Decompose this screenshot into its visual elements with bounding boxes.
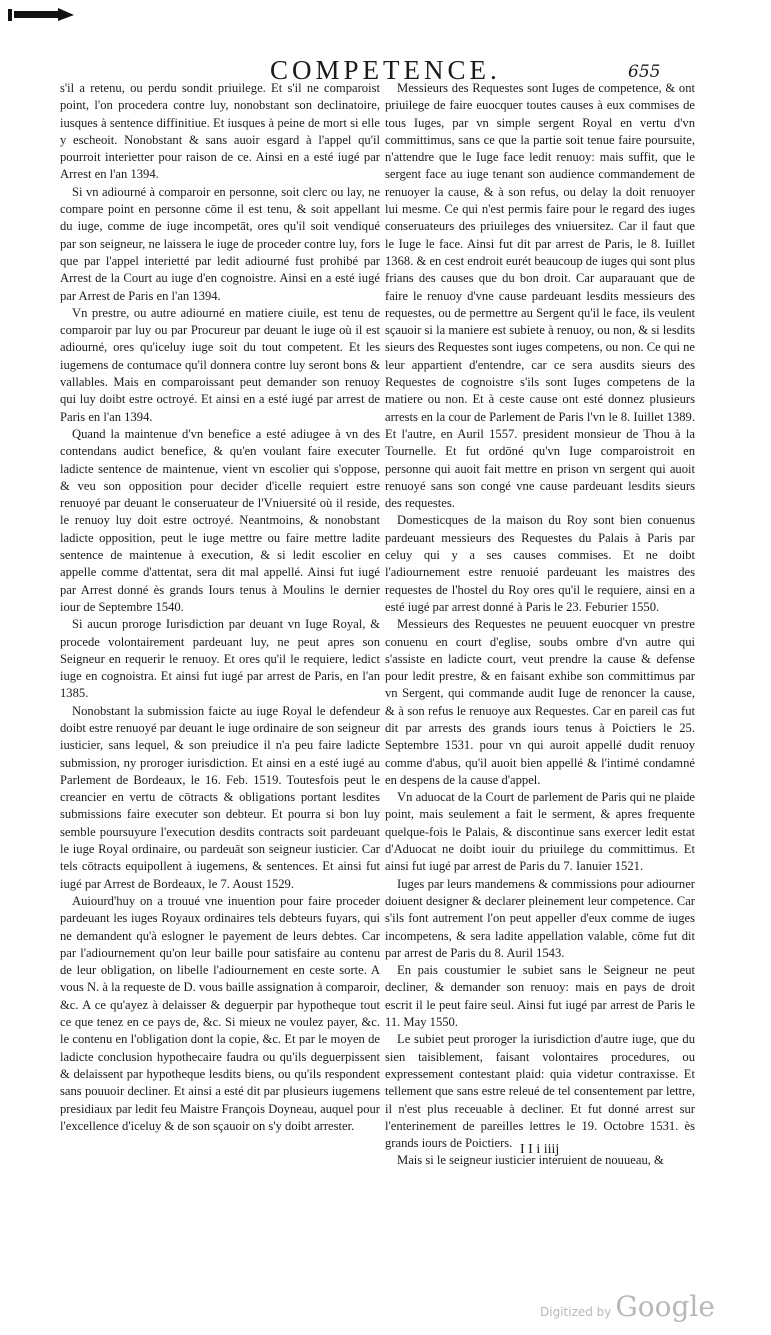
signature-mark: I I i iiij — [520, 1142, 560, 1157]
paragraph: Auiourd'huy on a trouué vne inuention pour faire proceder pardeuant les iuges Royaux ordinaires tels debteurs fuyars, qui ne demandent qu'à eslogner le payement de leurs debtes. Car par l'adiournement qu'on leur baille pour satisfaire au contenu de leur obligation, on libelle l'adiournement en ceste sorte. A vous N. à la requeste de D. vous baille assignation à comparoir, &c. A ce qu'ayez à delaisser & deguerpir par hypotheque tout ce que tenez en ce pays de, &c. Si mieux ne voulez payer, &c. le contenu en l'obligation dont la copie, &c. Et par le moyen de ladicte conclusion hypothecaire faudra ou qu'ils deguerpissent & delaissent par hypotheque lesdits biens, ou qu'ils respondent sans pouuoir decliner. Et ainsi a esté dit par plusieurs iugemens presidiaux par ledit feu Maistre François Doyneau, auquel pour l'excellence d'iceluy & de son sçauoir on s'y doibt arrester. — [60, 893, 380, 1133]
corner-pointer-mark — [6, 6, 76, 22]
page-number: 655 — [628, 62, 661, 82]
paragraph: Domesticques de la maison du Roy sont bien conuenus pardeuant messieurs des Requestes du Palais à Paris par celuy qui y a ses causes commises. Et ne doibt l'adiournement estre renuoié pardeuant les maistres des requestes de l'hostel du Roy ores qu'il le requiere, ainsi en a esté iugé par arrest donné à Paris le 23. Feburier 1550. — [385, 513, 695, 614]
paragraph: Si vn adiourné à comparoir en personne, soit clerc ou lay, ne compare point en personne cōme il est tenu, & soit appellant du iuge, comme de iuge incompetāt, ores qu'il soit vendiqué par son seigneur, ne laissera le iuge de proceder contre luy, fors que par l'appel interietté par ledit adiourné fust prohibé par Arrest de la Court au iuge d'en cognoistre. Ainsi en a esté iugé par Arrest de Paris en l'an 1394. — [60, 184, 380, 303]
paragraph: Le subiet peut proroger la iurisdiction d'autre iuge, que du sien taisiblement, faisant volontaires procedures, ou expressement contestant plaid: quia videtur contraxisse. Et tellement que sans estre releué de tel consentement par lettre, il n'est plus receuable à decliner. Et fut donné arrest sur l'enterinement de pareilles lettres le 19. Octobre 1531. ès grands iours de Poictiers. — [385, 1032, 695, 1151]
paragraph: En pais coustumier le subiet sans le Seigneur ne peut decliner, & demander son renuoy: mais en pays de droit escrit il le peut faire seul. Ainsi fut iugé par arrest de Paris le 11. May 1550. — [385, 963, 695, 1030]
paragraph: Iuges par leurs mandemens & commissions pour adiourner doiuent designer & declarer pleinement leur competence. Car s'ils font autrement l'on peut appeller d'eux comme de iuges incompetens, & sera ladite appellation valable, cōme fut dit par arrest de Paris du 8. Auril 1543. — [385, 876, 695, 960]
digitized-watermark — [540, 1290, 760, 1330]
paragraph: Nonobstant la submission faicte au iuge Royal le defendeur doibt estre renuoyé par deuant le iuge ordinaire de son seigneur iusticier, sans lequel, & son preiudice il n'a peu faire ladicte submission, ny proroger iurisdiction. Et ainsi en a esté iugé au Parlement de Bordeaux, le 16. Feb. 1519. Toutesfois peut le creancier en vertu de cōtracts & obligations portant lesdites submissions faire executer son debteur. Et pourra si bon luy semble poursuyure l'execution desdits contracts soit pardeuant le iuge Royal ordinaire, ou pardeuāt son seigneur iusticier. Car tels cōtracts equipollent à iugemens, & sentences. Et ainsi fut iugé par Arrest de Bordeaux, le 7. Aoust 1529. — [60, 703, 380, 891]
paragraph: Vn prestre, ou autre adiourné en matiere ciuile, est tenu de comparoir par luy ou par Procureur par deuant le iuge où il est adiourné, ores qu'iceluy iuge soit du tout competent. Et les iugemens de contumace qu'il donnera contre luy seront bons & vallables. Mais en comparoissant peut demander son renuoy qui luy doibt estre octroyé. Et ainsi en a esté iugé par arrest de Paris en l'an 1394. — [60, 305, 380, 424]
watermark-prefix: Digitized by — [540, 1305, 612, 1319]
paragraph: Messieurs des Requestes sont Iuges de competence, & ont priuilege de faire euocquer toutes causes à eux commises de tous Iuges, par vn simple sergent Royal en vertu d'vn committimus, sans ce que la partie soit tenue faire poursuite, n'attendre que le Iuge face ledit renuoy: mais suffit, que le sergent face au iuge tenant son audience commandement de renuoyer la cause, & à son refus, ou delay la doit renuoyer lui mesme. Ce qui n'est permis faire pour le regard des iuges conseruateurs des priuileges des vniuersitez. Car il faut que le Iuge le face. Ainsi fut dit par arrest de Paris, le 8. Iuillet 1368. & en cest endroit eurét beaucoup de iuges qui sont plus frians des causes que du bon droit. Car auparauant que de faire le renuoy d'vne cause pardeuant lesdits messieurs des requestes, ou de permettre au Sergent qu'il le face, ils veulent sçauoir si la maniere est subiete à renuoy, ou non, & si lesdits sieurs des Requestes sont iuges competens, ou non. Ce qui ne leur appartient d'entendre, car ce sera ausdits sieurs des Requestes de cognoistre s'ils sont Iuges competens de la matiere ou non. Et à ceste cause ont esté donnez plusieurs arrests en la cour de Parlement de Paris l'vn le 8. Iuillet 1389. Et l'autre, en Auril 1557. president monsieur de Thou à la Tournelle. Et fut ordōné qu'vn Iuge comparoistroit en personne qui auoit fait mettre en prison vn sergent qui auoit renuoyé sans son congé vne cause pardeuant lesdits sieurs des requestes. — [385, 81, 695, 511]
paragraph: s'il a retenu, ou perdu sondit priuilege. Et s'il ne comparoist point, l'on procedera contre luy, nonobstant son declinatoire, iusques à sentence diffinitiue. Et iusques à peine de mort si elle y escheoit. Nonobstant & sans auoir esgard à l'appel qu'il pourroit interietter pour raison de ce. Ainsi en a esté iugé par Arrest en l'an 1394. — [60, 81, 380, 182]
left-column — [60, 80, 380, 1138]
paragraph: Quand la maintenue d'vn benefice a esté adiugee à vn des contendans audict benefice, & qu'en voulant faire executer ladicte sentence de maintenue, vient vn escolier qui s'oppose, & veu son opposition pour decider d'icelle requiert estre renuoyé par deuant le conseruateur de l'Vniuersité où il reside, le renuoy luy doit estre octroyé. Neantmoins, & nonobstant ladicte opposition, peut le iuge mettre ou faire mettre ladite sentence de maintenue à execution, & si ledit escolier en appelle comme d'attentat, sera dit mal appellé. Ainsi fut iugé par Arrest donné ès grands Iours tenus à Moulins le dernier iour de Septembre 1540. — [60, 426, 380, 614]
paragraph: Si aucun proroge Iurisdiction par deuant vn Iuge Royal, & procede volontairement pardeuant luy, ne peut apres son Seigneur en requerir le renuoy. Et ores qu'il le requiere, ledict iuge en cognoistra. Et ainsi fut iugé par arrest de Paris, en l'an 1385. — [60, 617, 380, 701]
running-title: COMPETENCE. — [270, 55, 501, 85]
paragraph: Mais si le seigneur iusticier interuient de nouueau, & — [397, 1153, 664, 1168]
paragraph: Messieurs des Requestes ne peuuent euocquer vn prestre conuenu en court d'eglise, soubs ombre d'vn autre qui s'assiste en ladicte court, veut prendre la cause & defense pour ledit prestre, & en faisant exhibe son committimus par vn Sergent, qui commande audit Iuge de renoncer la cause, & à son refus le renuoye aux Requestes. Car en pareil cas fut dit par arrests des grands iours tenus à Poictiers le 25. Septembre 1531. pour vn qui auroit appellé dudit renuoy comme d'abus, qu'il auoit bien appellé & l'intimé condamné en despens de la cause d'appel. — [385, 617, 695, 787]
watermark-brand: Google — [615, 1290, 715, 1323]
paragraph: Vn aduocat de la Court de parlement de Paris qui ne plaide point, mais seulement a fait le serment, & apres frequente quelque-fois le Palais, & discontinue sans exercer ledit estat d'Aduocat ne doibt iouir du priuilege du committimus. Et ainsi fut iugé par arrest de Paris du 7. Ianuier 1521. — [385, 790, 695, 874]
